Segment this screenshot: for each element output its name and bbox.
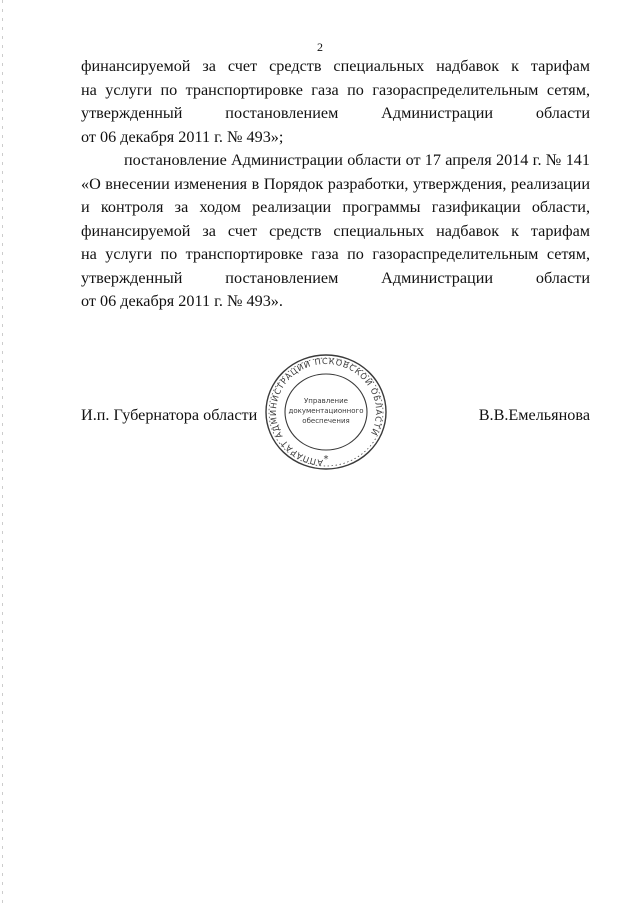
stamp-star-icon: * (323, 454, 329, 465)
body-line: утвержденный постановлением Администрации области (81, 104, 590, 122)
stamp-center-line: Управление (304, 397, 348, 405)
body-line: постановление Администрации области от 17 апреля 2014 г. № 141 (124, 151, 590, 169)
stamp-center-line: документационного (288, 407, 364, 415)
body-line: от 06 декабря 2011 г. № 493». (81, 292, 283, 310)
official-stamp (262, 353, 390, 473)
body-line: финансируемой за счет средств специальных надбавок к тарифам (81, 221, 590, 240)
signatory-title: И.п. Губернатора области (81, 406, 258, 424)
body-text (81, 55, 590, 314)
body-line: утвержденный постановлением Администрации области (81, 268, 590, 287)
body-line: на услуги по транспортировке газа по газораспределительным сетям, (81, 245, 590, 263)
signatory-name: В.В.Емельянова (478, 406, 590, 424)
body-line: «О внесении изменения в Порядок разработки, утверждения, реализации (81, 174, 590, 193)
stamp-ring-text: АППАРАТ АДМИНИСТРАЦИИ ПСКОВСКОЙ ОБЛАСТИ (267, 355, 385, 468)
body-line: финансируемой за счет средств специальных надбавок к тарифам (81, 57, 590, 75)
body-line: и контроля за ходом реализации программы газификации области, (81, 198, 590, 216)
body-line: от 06 декабря 2011 г. № 493»; (81, 127, 284, 146)
page-number: 2 (317, 40, 323, 54)
body-line: на услуги по транспортировке газа по газораспределительным сетям, (81, 80, 590, 99)
stamp-center-line: обеспечения (302, 417, 350, 425)
scan-edge-mark (2, 0, 3, 905)
